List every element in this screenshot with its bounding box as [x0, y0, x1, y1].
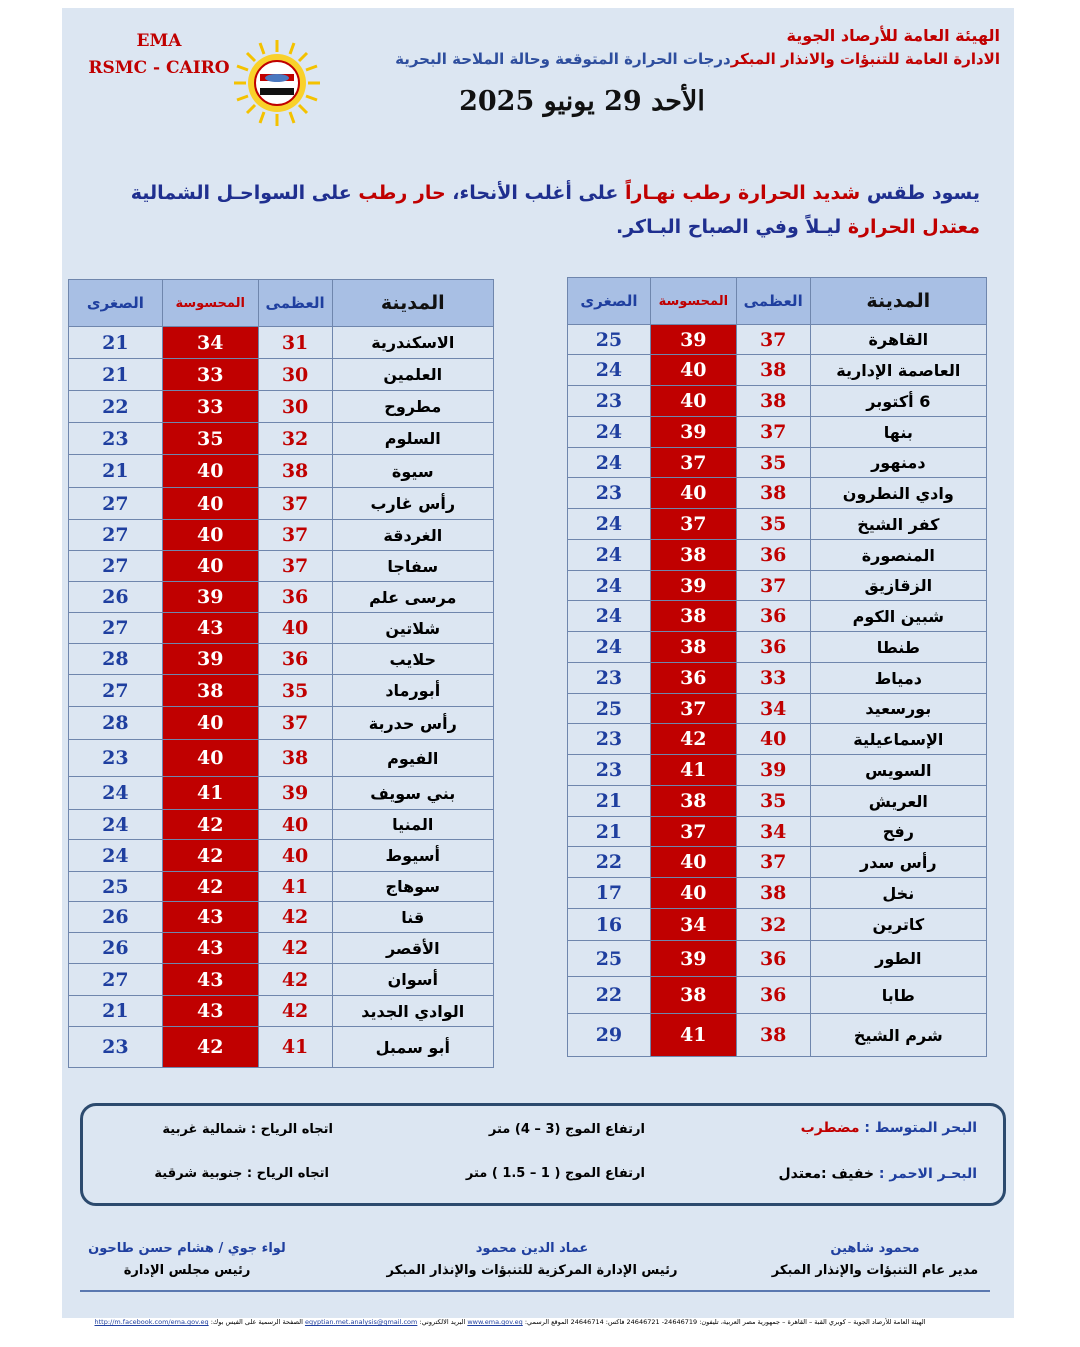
city-name: أسيوط [332, 840, 493, 872]
max-temp: 42 [258, 933, 332, 964]
city-name: أبورماد [332, 675, 493, 707]
max-temp: 35 [258, 675, 332, 707]
min-temp: 24 [69, 777, 163, 810]
max-temp: 34 [736, 694, 810, 724]
city-name: بني سويف [332, 777, 493, 810]
feels-like-temp: 41 [650, 755, 736, 786]
min-temp: 25 [568, 325, 651, 355]
summary-part-5: على السواحـل الشمالية [130, 182, 352, 204]
city-name: سيوة [332, 455, 493, 488]
city-name: سوهاج [332, 872, 493, 902]
feels-like-temp: 35 [162, 423, 258, 455]
feels-like-temp: 43 [162, 964, 258, 996]
min-temp: 24 [568, 509, 651, 540]
med-sea-wave-height: ارتفاع الموج (3 – 4) متر [488, 1122, 645, 1137]
city-name: القاهرة [810, 325, 986, 355]
signature-title: رئيس الإدارة المركزية للتنبؤات والإنذار المبكر [386, 1263, 678, 1278]
max-temp: 35 [736, 786, 810, 817]
summary-part-1: يسود طقس [866, 182, 980, 204]
min-temp: 22 [69, 391, 163, 423]
max-temp: 30 [258, 359, 332, 391]
min-temp: 28 [69, 644, 163, 675]
summary-part-2: شديد الحرارة رطب نهـاراً [625, 182, 861, 204]
org-department-name: الادارة العامة للتنبؤات والانذار المبكر [730, 50, 1000, 68]
table-row [568, 909, 987, 941]
footer-address: الهيئة العامة للأرصاد الجوية – كوبري القبة – القاهرة – جمهورية مصر العربية، تليفون: 24646719- 24646721 فاكس: 24646714 الموقع الرسمي: [524, 1318, 926, 1326]
signature-name: عماد الدين محمود [475, 1241, 589, 1256]
feels-like-temp: 40 [162, 455, 258, 488]
table-row [69, 777, 494, 810]
min-temp: 21 [568, 786, 651, 817]
min-temp: 27 [69, 520, 163, 551]
min-temp: 26 [69, 933, 163, 964]
city-name: الطور [810, 941, 986, 977]
footer-contact [60, 1318, 960, 1326]
city-name: العريش [810, 786, 986, 817]
feels-like-temp: 42 [162, 810, 258, 840]
max-temp: 42 [258, 902, 332, 933]
feels-like-temp: 43 [162, 996, 258, 1027]
min-temp: 28 [69, 707, 163, 740]
feels-like-temp: 40 [650, 847, 736, 878]
feels-like-temp: 34 [650, 909, 736, 941]
max-temp: 38 [736, 355, 810, 386]
max-temp: 37 [258, 707, 332, 740]
max-temp: 37 [736, 571, 810, 601]
signature-block [72, 1238, 302, 1282]
summary-part-6: معتدل الحرارة [847, 216, 980, 238]
max-temp: 35 [736, 509, 810, 540]
feels-like-temp: 33 [162, 391, 258, 423]
table-row [69, 644, 494, 675]
city-name: الغردقة [332, 520, 493, 551]
max-temp: 36 [736, 540, 810, 571]
city-name: أسوان [332, 964, 493, 996]
city-name: بورسعيد [810, 694, 986, 724]
min-temp: 21 [69, 327, 163, 359]
signature-block [760, 1238, 990, 1282]
max-temp: 36 [736, 977, 810, 1014]
max-temp: 41 [258, 872, 332, 902]
ema-line2: RSMC - CAIRO [88, 58, 230, 78]
feels-like-temp: 38 [650, 977, 736, 1014]
max-temp: 40 [736, 724, 810, 755]
temperature-table-coastal-upper [68, 279, 494, 1068]
min-temp: 23 [69, 423, 163, 455]
city-name: نخل [810, 878, 986, 909]
min-temp: 24 [568, 601, 651, 632]
sea-state-panel [80, 1103, 1006, 1206]
city-name: كفر الشيخ [810, 509, 986, 540]
city-name: شلاتين [332, 613, 493, 644]
feels-like-temp: 34 [162, 327, 258, 359]
max-temp: 35 [736, 448, 810, 478]
city-name: شرم الشيخ [810, 1014, 986, 1057]
city-name: مرسى علم [332, 582, 493, 613]
table-row [69, 840, 494, 872]
max-temp: 37 [258, 520, 332, 551]
bulletin-subject: درجات الحرارة المتوقعة وحالة الملاحة البحرية [395, 50, 731, 68]
feels-like-temp: 40 [650, 478, 736, 509]
city-name: أبو سمبل [332, 1027, 493, 1068]
feels-like-temp: 40 [162, 740, 258, 777]
signature-block [372, 1238, 692, 1282]
feels-like-temp: 39 [162, 644, 258, 675]
min-temp: 26 [69, 902, 163, 933]
min-temp: 24 [568, 355, 651, 386]
city-name: قنا [332, 902, 493, 933]
feels-like-temp: 42 [162, 1027, 258, 1068]
city-name: الإسماعيلية [810, 724, 986, 755]
table-row [568, 694, 987, 724]
city-name: حلايب [332, 644, 493, 675]
min-temp: 16 [568, 909, 651, 941]
header-min: الصغرى [568, 278, 651, 325]
city-name: الفيوم [332, 740, 493, 777]
max-temp: 37 [736, 847, 810, 878]
footer-email-link[interactable]: egyptian.met.analysis@gmail.com [304, 1318, 418, 1326]
city-name: طنطا [810, 632, 986, 663]
signature-name: محمود شاهين [830, 1241, 920, 1256]
table-row [69, 872, 494, 902]
min-temp: 24 [568, 632, 651, 663]
min-temp: 25 [69, 872, 163, 902]
organization-title [340, 24, 1000, 70]
ema-line1: EMA [136, 31, 182, 51]
max-temp: 38 [258, 455, 332, 488]
min-temp: 17 [568, 878, 651, 909]
max-temp: 38 [258, 740, 332, 777]
feels-like-temp: 36 [650, 663, 736, 694]
med-sea-label: البحر المتوسط : [864, 1120, 977, 1136]
table-row [568, 509, 987, 540]
max-temp: 41 [258, 1027, 332, 1068]
feels-like-temp: 38 [650, 632, 736, 663]
header-max: العظمى [258, 280, 332, 327]
city-name: السلوم [332, 423, 493, 455]
table-row [568, 847, 987, 878]
table-row [568, 1014, 987, 1057]
city-name: رأس سدر [810, 847, 986, 878]
table-row [69, 1027, 494, 1068]
header-feels-like: المحسوسة [162, 280, 258, 327]
city-name: طابا [810, 977, 986, 1014]
summary-part-3: على أغلب الأنحاء، [452, 182, 619, 204]
table-row [568, 448, 987, 478]
table-row [568, 878, 987, 909]
med-sea-wind-direction: اتجاه الرياح : شمالية غربية [162, 1122, 333, 1137]
city-name: الاسكندرية [332, 327, 493, 359]
feels-like-temp: 38 [650, 540, 736, 571]
table-row [568, 601, 987, 632]
table-row [69, 902, 494, 933]
med-sea-state: مضطرب [800, 1120, 860, 1136]
signature-title: رئيس مجلس الإدارة [123, 1263, 251, 1278]
max-temp: 32 [258, 423, 332, 455]
table-row [69, 423, 494, 455]
max-temp: 40 [258, 810, 332, 840]
med-sea-row [801, 1120, 977, 1136]
feels-like-temp: 40 [162, 488, 258, 520]
table-row [568, 355, 987, 386]
max-temp: 39 [736, 755, 810, 786]
table-row [568, 571, 987, 601]
feels-like-temp: 40 [650, 878, 736, 909]
city-name: سفاجا [332, 551, 493, 582]
max-temp: 42 [258, 964, 332, 996]
table-row [69, 613, 494, 644]
feels-like-temp: 39 [650, 325, 736, 355]
footer-facebook-label: الصفحة الرسمية على الفيس بوك: [210, 1318, 303, 1326]
header-city: المدينة [810, 278, 986, 325]
min-temp: 23 [568, 724, 651, 755]
feels-like-temp: 39 [650, 571, 736, 601]
feels-like-temp: 37 [650, 448, 736, 478]
feels-like-temp: 42 [162, 840, 258, 872]
table-header-row [69, 280, 494, 327]
min-temp: 23 [568, 755, 651, 786]
min-temp: 24 [568, 417, 651, 448]
min-temp: 26 [69, 582, 163, 613]
temperature-table-inland [567, 277, 987, 1057]
city-name: الأقصر [332, 933, 493, 964]
table-row [568, 478, 987, 509]
city-name: رأس حدربة [332, 707, 493, 740]
city-name: دمنهور [810, 448, 986, 478]
feels-like-temp: 42 [650, 724, 736, 755]
min-temp: 21 [69, 455, 163, 488]
table-row [568, 724, 987, 755]
max-temp: 40 [258, 613, 332, 644]
signature-name: لواء جوي / هشام حسن طاحون [88, 1241, 286, 1256]
min-temp: 23 [69, 740, 163, 777]
max-temp: 32 [736, 909, 810, 941]
min-temp: 24 [568, 571, 651, 601]
table-row [69, 933, 494, 964]
max-temp: 31 [258, 327, 332, 359]
footer-website-link[interactable]: www.ema.gov.eg [467, 1318, 523, 1326]
ema-label [84, 28, 234, 82]
city-name: رأس غارب [332, 488, 493, 520]
table-row [69, 520, 494, 551]
min-temp: 24 [69, 810, 163, 840]
table-row [568, 540, 987, 571]
max-temp: 37 [736, 417, 810, 448]
city-name: وادي النطرون [810, 478, 986, 509]
header-city: المدينة [332, 280, 493, 327]
feels-like-temp: 38 [650, 786, 736, 817]
red-sea-label: البحـر الاحمر : [878, 1166, 977, 1182]
table-row [69, 327, 494, 359]
feels-like-temp: 33 [162, 359, 258, 391]
min-temp: 23 [568, 478, 651, 509]
min-temp: 23 [69, 1027, 163, 1068]
ema-logo-icon [232, 38, 322, 128]
min-temp: 22 [568, 977, 651, 1014]
feels-like-temp: 43 [162, 902, 258, 933]
city-name: المنيا [332, 810, 493, 840]
city-name: المنصورة [810, 540, 986, 571]
signature-title: مدير عام التنبؤات والإنذار المبكر [771, 1263, 979, 1278]
summary-part-7: ليـلاً وفي الصباح البـاكر. [616, 216, 842, 238]
min-temp: 29 [568, 1014, 651, 1057]
table-row [69, 359, 494, 391]
red-sea-wave-height: ارتفاع الموج ( 1 – 1.5 ) متر [465, 1166, 645, 1181]
footer-facebook-link[interactable]: http://m.facebook.com/ema.gov.eg [94, 1318, 209, 1326]
table-row [69, 740, 494, 777]
max-temp: 40 [258, 840, 332, 872]
max-temp: 34 [736, 817, 810, 847]
table-row [568, 817, 987, 847]
max-temp: 38 [736, 1014, 810, 1057]
feels-like-temp: 39 [650, 417, 736, 448]
table-row [69, 964, 494, 996]
bulletin-header [62, 8, 1014, 138]
min-temp: 27 [69, 964, 163, 996]
table-row [69, 455, 494, 488]
max-temp: 30 [258, 391, 332, 423]
max-temp: 36 [258, 582, 332, 613]
table-row [568, 786, 987, 817]
feels-like-temp: 40 [162, 707, 258, 740]
feels-like-temp: 40 [650, 386, 736, 417]
city-name: العلمين [332, 359, 493, 391]
max-temp: 36 [258, 644, 332, 675]
feels-like-temp: 37 [650, 694, 736, 724]
org-name: الهيئة العامة للأرصاد الجوية [786, 26, 1000, 45]
min-temp: 23 [568, 386, 651, 417]
table-row [69, 582, 494, 613]
feels-like-temp: 39 [162, 582, 258, 613]
feels-like-temp: 38 [650, 601, 736, 632]
min-temp: 22 [568, 847, 651, 878]
table-header-row [568, 278, 987, 325]
feels-like-temp: 40 [162, 551, 258, 582]
city-name: 6 أكتوبر [810, 386, 986, 417]
city-name: الزقازيق [810, 571, 986, 601]
city-name: دمياط [810, 663, 986, 694]
table-row [568, 632, 987, 663]
min-temp: 23 [568, 663, 651, 694]
feels-like-temp: 41 [162, 777, 258, 810]
min-temp: 27 [69, 551, 163, 582]
min-temp: 27 [69, 488, 163, 520]
table-row [69, 391, 494, 423]
feels-like-temp: 37 [650, 509, 736, 540]
max-temp: 33 [736, 663, 810, 694]
city-name: مطروح [332, 391, 493, 423]
max-temp: 39 [258, 777, 332, 810]
table-row [69, 810, 494, 840]
footer-email-label: البريد الالكتروني: [419, 1318, 466, 1326]
table-row [568, 325, 987, 355]
feels-like-temp: 43 [162, 613, 258, 644]
table-row [69, 675, 494, 707]
min-temp: 21 [69, 996, 163, 1027]
min-temp: 24 [69, 840, 163, 872]
table-row [568, 977, 987, 1014]
max-temp: 36 [736, 632, 810, 663]
feels-like-temp: 37 [650, 817, 736, 847]
feels-like-temp: 42 [162, 872, 258, 902]
table-row [69, 551, 494, 582]
feels-like-temp: 41 [650, 1014, 736, 1057]
city-name: السويس [810, 755, 986, 786]
min-temp: 25 [568, 941, 651, 977]
weather-summary [82, 176, 980, 244]
city-name: رفح [810, 817, 986, 847]
red-sea-row [778, 1166, 977, 1182]
min-temp: 21 [568, 817, 651, 847]
feels-like-temp: 39 [650, 941, 736, 977]
max-temp: 38 [736, 386, 810, 417]
table-row [568, 663, 987, 694]
feels-like-temp: 40 [162, 520, 258, 551]
max-temp: 38 [736, 478, 810, 509]
min-temp: 27 [69, 613, 163, 644]
min-temp: 27 [69, 675, 163, 707]
table-row [568, 755, 987, 786]
max-temp: 37 [258, 551, 332, 582]
red-sea-wind-direction: اتجاه الرياح : جنوبية شرقية [154, 1166, 329, 1181]
org-department [340, 48, 1000, 70]
bulletin-date: الأحد 29 يونيو 2025 [459, 86, 705, 117]
min-temp: 25 [568, 694, 651, 724]
feels-like-temp: 43 [162, 933, 258, 964]
city-name: كاترين [810, 909, 986, 941]
table-row [69, 996, 494, 1027]
table-row [568, 941, 987, 977]
max-temp: 36 [736, 941, 810, 977]
red-sea-state: خفيف :معتدل [778, 1166, 875, 1182]
city-name: العاصمة الإدارية [810, 355, 986, 386]
city-name: بنها [810, 417, 986, 448]
city-name: الوادي الجديد [332, 996, 493, 1027]
city-name: شبين الكوم [810, 601, 986, 632]
feels-like-temp: 40 [650, 355, 736, 386]
max-temp: 37 [736, 325, 810, 355]
min-temp: 21 [69, 359, 163, 391]
header-max: العظمى [736, 278, 810, 325]
table-row [69, 488, 494, 520]
signature-divider [80, 1290, 990, 1292]
max-temp: 38 [736, 878, 810, 909]
header-feels-like: المحسوسة [650, 278, 736, 325]
header-min: الصغرى [69, 280, 163, 327]
summary-part-4: حار رطب [358, 182, 446, 204]
table-row [568, 417, 987, 448]
min-temp: 24 [568, 540, 651, 571]
max-temp: 37 [258, 488, 332, 520]
table-row [69, 707, 494, 740]
max-temp: 36 [736, 601, 810, 632]
max-temp: 42 [258, 996, 332, 1027]
feels-like-temp: 38 [162, 675, 258, 707]
table-row [568, 386, 987, 417]
min-temp: 24 [568, 448, 651, 478]
